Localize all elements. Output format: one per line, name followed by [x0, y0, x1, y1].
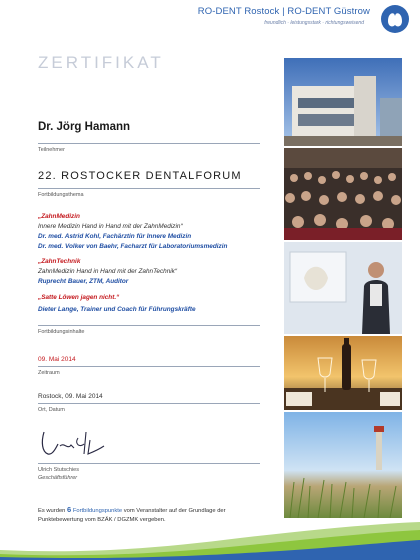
wine-sunset-photo	[284, 336, 402, 410]
participant-label: Teilnehmer	[38, 147, 65, 153]
credit-points-label: Fortbildungspunkte	[72, 508, 123, 514]
topic-speaker: Dr. med. Astrid Kohl, Fachärztin für Innere Medizin	[38, 233, 192, 240]
divider	[38, 403, 260, 404]
place-value: Rostock, 09. Mai 2014	[38, 393, 103, 400]
signature-mark	[38, 426, 108, 460]
divider	[38, 463, 260, 464]
topic-speaker: Dieter Lange, Trainer und Coach für Führungskräfte	[38, 306, 196, 313]
ro-dent-logo-icon	[380, 4, 410, 34]
event-title: 22. ROSTOCKER DENTALFORUM	[38, 170, 242, 182]
topic-title: „ZahnTechnik	[38, 258, 81, 265]
topic-title: „ZahnMedizin	[38, 213, 80, 220]
topic-speaker: Dr. med. Volker von Baehr, Facharzt für Laboratoriumsmedizin	[38, 243, 228, 250]
brand-tagline: freundlich · leistungsstark · richtungsweisend	[264, 20, 364, 26]
period-value: 09. Mai 2014	[38, 356, 76, 363]
signatory-role: Geschäftsführer	[38, 475, 78, 481]
topics-label: Fortbildungsinhalte	[38, 329, 85, 335]
place-label: Ort, Datum	[38, 407, 65, 413]
divider	[38, 188, 260, 189]
divider	[38, 325, 260, 326]
participant-name: Dr. Jörg Hamann	[38, 121, 131, 133]
building-photo	[284, 58, 402, 146]
credit-points-value: 6	[67, 505, 72, 514]
topic-speaker: Ruprecht Bauer, ZTM, Auditor	[38, 278, 129, 285]
brand-name: RO-DENT Rostock | RO-DENT Güstrow	[197, 6, 370, 17]
beach-photo	[284, 412, 402, 518]
signatory-name: Ulrich Stutschies	[38, 467, 79, 473]
period-label: Zeitraum	[38, 370, 60, 376]
divider	[38, 366, 260, 367]
topic-title: „Satte Löwen jagen nicht.“	[38, 294, 120, 301]
certificate-title: ZERTIFIKAT	[38, 53, 164, 72]
event-label: Fortbildungsthema	[38, 192, 84, 198]
divider	[38, 143, 260, 144]
decorative-wave	[0, 520, 420, 560]
photo-collage	[284, 58, 402, 518]
speaker-photo	[284, 242, 402, 334]
topic-subtitle: Innere Medizin Hand in Hand mit der ZahnMedizin“	[38, 223, 183, 230]
footer-prefix: Es wurden	[38, 508, 66, 514]
topic-subtitle: ZahnMedizin Hand in Hand mit der ZahnTechnik“	[38, 268, 178, 275]
audience-photo	[284, 148, 402, 240]
footer-suffix: vom Veranstalter auf der Grundlage der Punktebewertung vom BZÄK / DGZMK vergeben.	[38, 508, 226, 523]
